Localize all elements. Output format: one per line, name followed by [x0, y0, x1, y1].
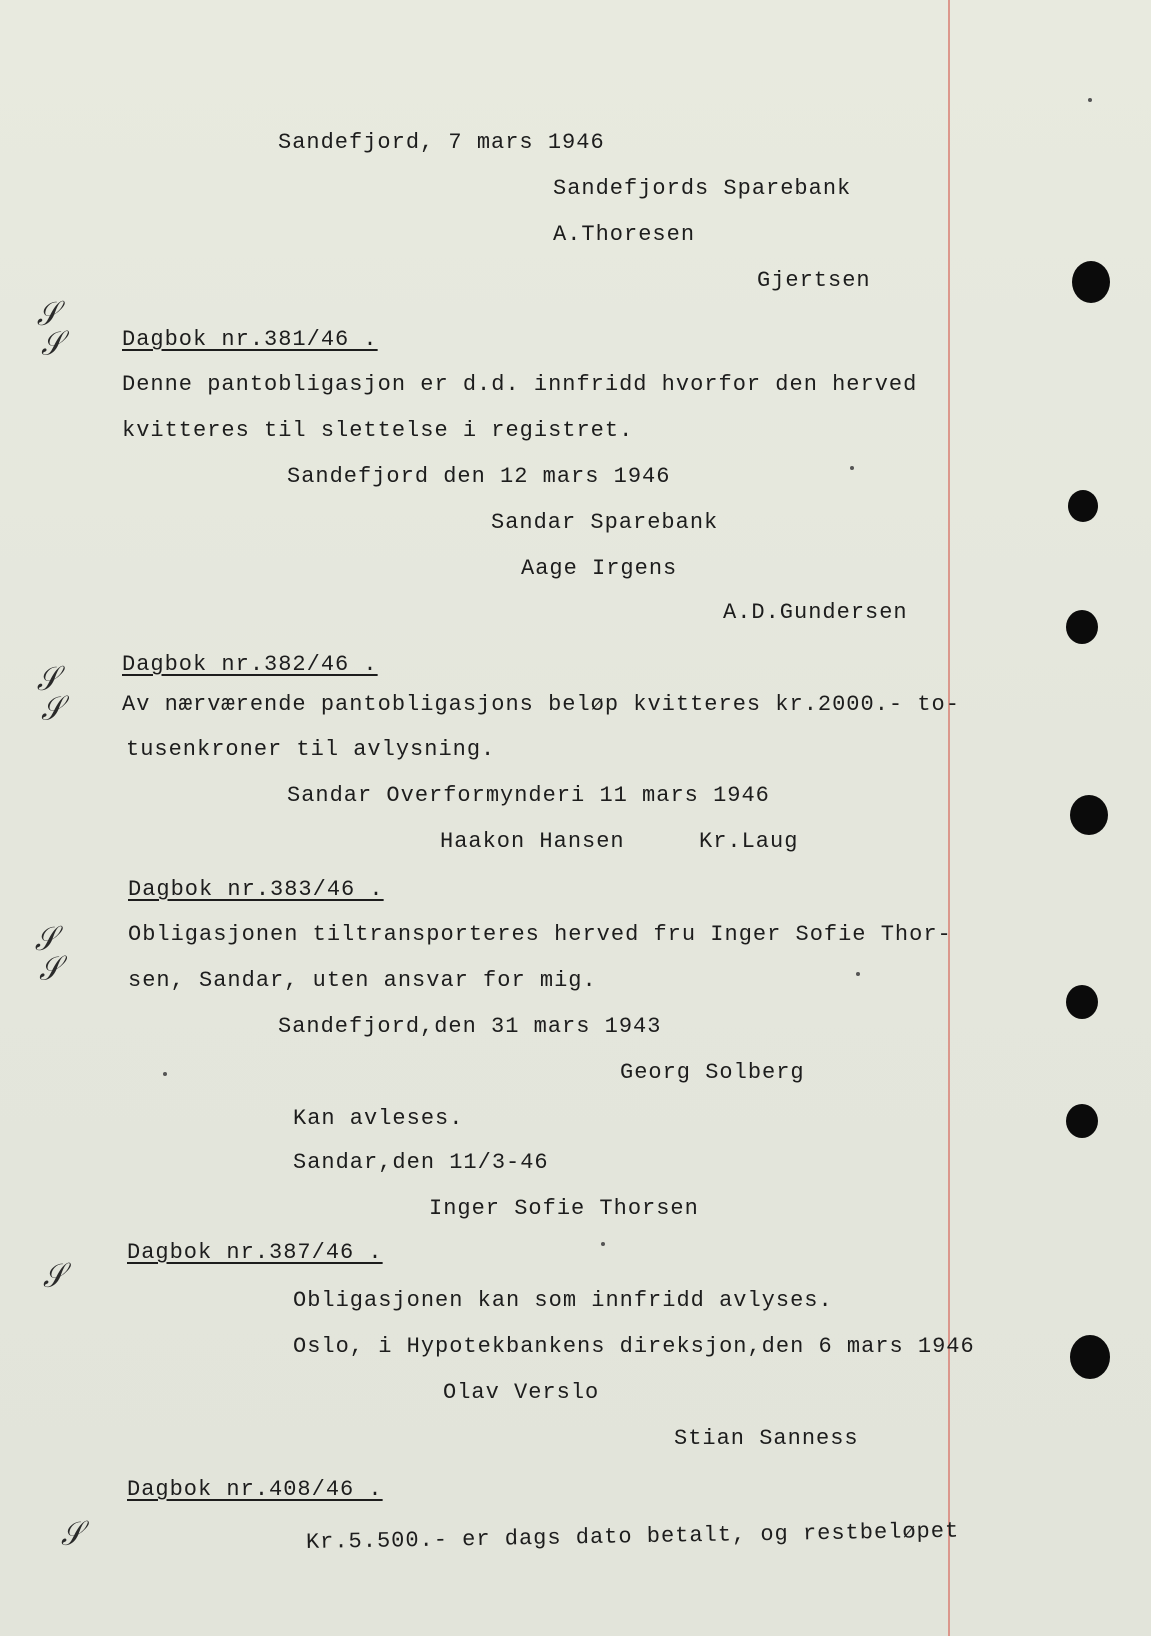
journal-entry-heading: Dagbok nr.383/46 . — [128, 877, 384, 902]
journal-entry-heading: Dagbok nr.382/46 . — [122, 652, 378, 677]
paper-speck — [601, 1242, 605, 1246]
place-date-line: Sandar Overformynderi 11 mars 1946 — [287, 783, 770, 808]
journal-entry-heading: Dagbok nr.408/46 . — [127, 1477, 383, 1502]
margin-initials-3: 𝒮 𝒮 — [31, 920, 64, 989]
signature-line: Sandefjords Sparebank — [553, 176, 852, 201]
body-text-line: Denne pantobligasjon er d.d. innfridd hvorfor den herved — [122, 372, 918, 397]
signature-line: Haakon Hansen — [440, 829, 625, 854]
signature-line: A.D.Gundersen — [723, 600, 908, 625]
signature-line: Kr.Laug — [699, 829, 799, 854]
paper-speck — [1088, 98, 1092, 102]
margin-initials-1: 𝒮 𝒮 — [33, 295, 66, 364]
paper-speck — [163, 1072, 167, 1076]
signature-line: Georg Solberg — [620, 1060, 805, 1085]
place-date-line: Sandefjord,den 31 mars 1943 — [278, 1014, 662, 1039]
margin-rule — [948, 0, 950, 1636]
paper-speck — [850, 466, 854, 470]
body-text-line: tusenkroner til avlysning. — [126, 737, 496, 762]
punch-hole-7 — [1070, 1335, 1110, 1379]
place-date-line: Sandefjord, 7 mars 1946 — [278, 130, 605, 155]
punch-hole-2 — [1068, 490, 1098, 522]
punch-hole-6 — [1066, 1104, 1098, 1138]
signature-line: Inger Sofie Thorsen — [429, 1196, 699, 1221]
signature-line: A.Thoresen — [553, 222, 696, 247]
margin-initials-2: 𝒮 𝒮 — [33, 660, 66, 729]
signature-line: Stian Sanness — [674, 1426, 859, 1451]
margin-initials-5: 𝒮 — [57, 1515, 86, 1554]
paper-speck — [856, 972, 860, 976]
margin-initials-4: 𝒮 — [39, 1257, 68, 1296]
punch-hole-1 — [1072, 261, 1110, 303]
body-text-line: sen, Sandar, uten ansvar for mig. — [128, 968, 597, 993]
body-text-line: Kan avleses. — [293, 1106, 464, 1131]
body-text-line: Av nærværende pantobligasjons beløp kvitteres kr.2000.- to- — [122, 692, 960, 717]
signature-line: Aage Irgens — [521, 556, 678, 581]
body-text-line: Obligasjonen kan som innfridd avlyses. — [293, 1288, 833, 1313]
signature-line: Gjertsen — [757, 268, 871, 293]
journal-entry-heading: Dagbok nr.381/46 . — [122, 327, 378, 352]
punch-hole-4 — [1070, 795, 1108, 835]
place-date-line: Sandefjord den 12 mars 1946 — [287, 464, 671, 489]
place-date-line: Sandar,den 11/3-46 — [293, 1150, 549, 1175]
journal-entry-heading: Dagbok nr.387/46 . — [127, 1240, 383, 1265]
punch-hole-5 — [1066, 985, 1098, 1019]
signature-line: Olav Verslo — [443, 1380, 600, 1405]
signature-line: Sandar Sparebank — [491, 510, 719, 535]
body-text-line: kvitteres til slettelse i registret. — [122, 418, 634, 443]
place-date-line: Oslo, i Hypotekbankens direksjon,den 6 mars 1946 — [293, 1334, 975, 1359]
body-text-line: Obligasjonen tiltransporteres herved fru Inger Sofie Thor- — [128, 922, 952, 947]
body-text-line: Kr.5.500.- er dags dato betalt, og restbeløpet — [305, 1518, 960, 1555]
punch-hole-3 — [1066, 610, 1098, 644]
